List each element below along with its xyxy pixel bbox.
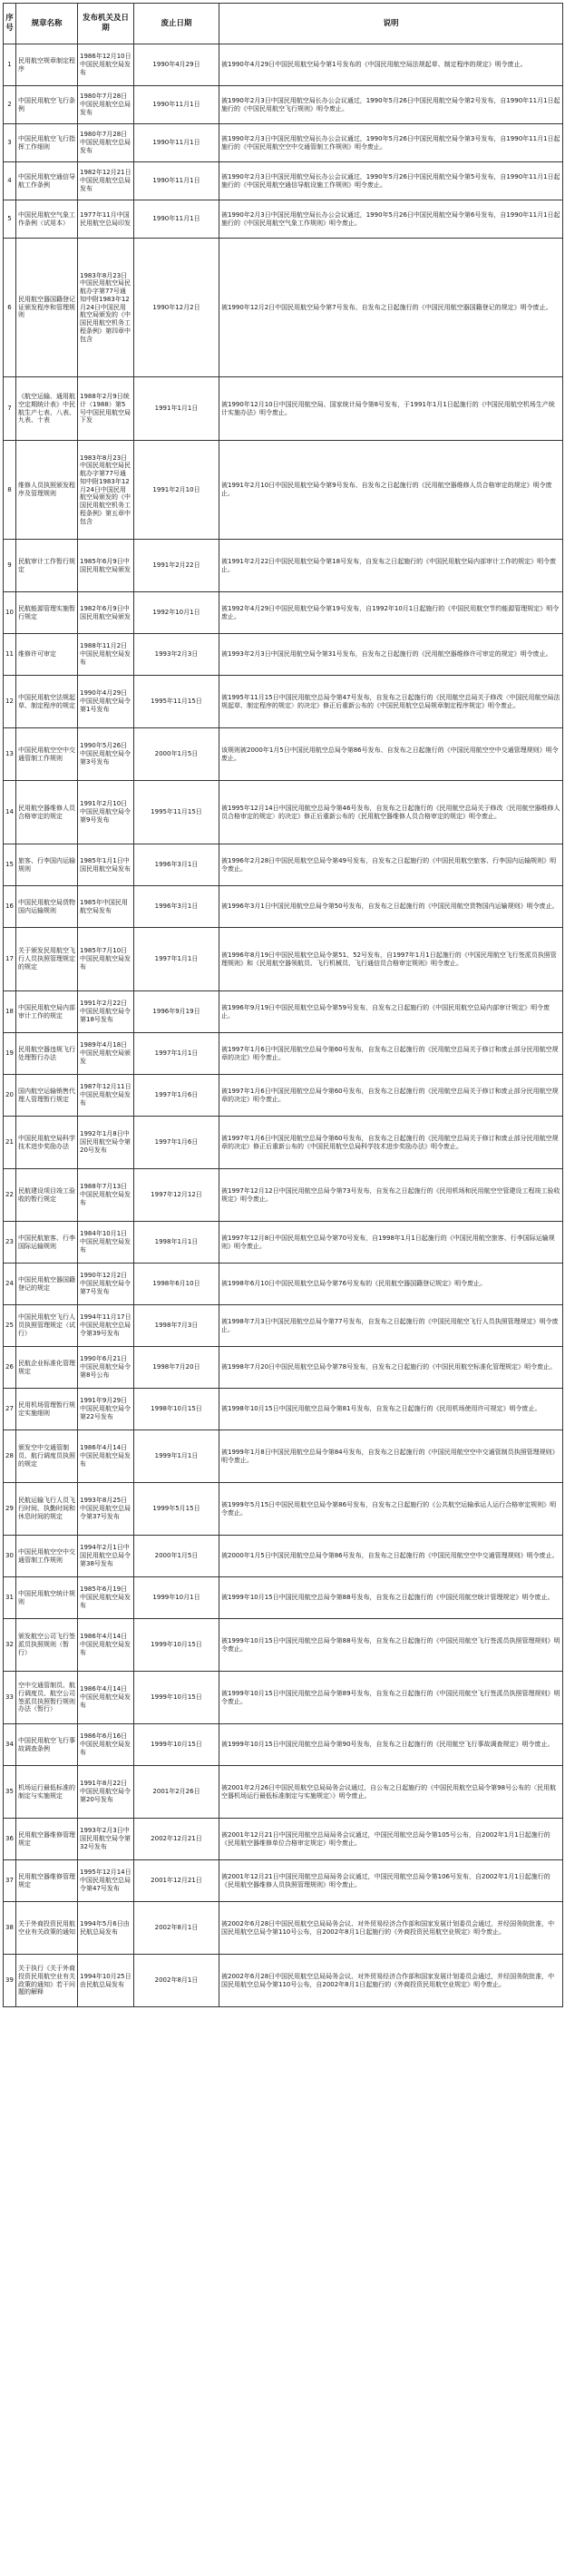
row-number: 5 <box>4 200 16 239</box>
row-number: 4 <box>4 162 16 200</box>
table-row <box>4 592 563 634</box>
row-number: 16 <box>4 886 16 928</box>
issuer-and-date: 1986年4月14日中国民用航空局发布 <box>78 1672 134 1724</box>
row-number: 17 <box>4 928 16 991</box>
abolish-date: 1995年11月15日 <box>134 676 219 728</box>
table-row <box>4 1305 563 1347</box>
table-row <box>4 441 563 540</box>
table-row <box>4 540 563 592</box>
table-row <box>4 1389 563 1430</box>
regulation-name: 维修人员执照颁发程序及管理规则 <box>16 441 78 540</box>
row-number: 39 <box>4 1955 16 2007</box>
regulation-name: 民用航空器维修管理规定 <box>16 1860 78 1902</box>
abolish-date: 1996年3月1日 <box>134 844 219 886</box>
issuer-and-date: 1994年11月17日中国民用航空总局令第39号发布 <box>78 1305 134 1347</box>
regulation-name: 民航建设项目竣工验收的暂行规定 <box>16 1169 78 1222</box>
note: 被1990年12月10日中国民用航空局、国家统计局令第8号发布，于1991年1月1日起施行的《中国民用航空机场生产统计实施办法》明令废止。 <box>219 377 563 441</box>
issuer-and-date: 1986年4月14日中国民用航空局发布 <box>78 1430 134 1483</box>
issuer-and-date: 1983年8月23日中国民用航空局民航办字第77号通知中附1983年12月24日中国民用航空局颁发的《中国民用航空机务工程条例》第四章中包含 <box>78 239 134 377</box>
regulation-name: 中国民用航空局科学技术进步奖励办法 <box>16 1117 78 1169</box>
issuer-and-date: 1994年10月25日由民航总局发布 <box>78 1955 134 2007</box>
issuer-and-date: 1986年4月14日中国民用航空局发布 <box>78 1619 134 1672</box>
table-row <box>4 991 563 1033</box>
row-number: 12 <box>4 676 16 728</box>
regulation-name: 关于外商投资民用航空业有关政策的通知 <box>16 1902 78 1955</box>
issuer-and-date: 1982年6月9日中国民用航空局颁发 <box>78 592 134 634</box>
note: 被1990年2月3日中国民用航空局长办公会议通过，1990年5月26日中国民用航空局令第6号发布，自1990年11月1日起施行的《中国民用航空气象工作规则》明令废止。 <box>219 200 563 239</box>
table-row <box>4 728 563 781</box>
issuer-and-date: 1991年2月22日中国民用航空局令第18号发布 <box>78 991 134 1033</box>
abolish-date: 1999年10月15日 <box>134 1619 219 1672</box>
regulation-name: 颁发航空公司飞行签派员执照规则（暂行） <box>16 1619 78 1672</box>
note: 被1999年10月15日中国民用航空总局令第89号发布，自发布之日起施行的《中国民用航空飞行签派员执照管理规则》明令废止。 <box>219 1672 563 1724</box>
regulation-name: 中国民用航空气象工作条例（试用本） <box>16 200 78 239</box>
issuer-and-date: 1988年2月9日统计（1988）第5号中国民用航空局下发 <box>78 377 134 441</box>
abolish-date: 1997年1月6日 <box>134 1117 219 1169</box>
table-row <box>4 200 563 239</box>
issuer-and-date: 1989年4月18日中国民用航空局颁发 <box>78 1033 134 1075</box>
note: 被1998年7月20日中国民用航空总局令第78号发布，自发布之日起施行的《中国民用航空标准化管理规定》明令废止。 <box>219 1347 563 1389</box>
abolish-date: 1990年11月1日 <box>134 86 219 124</box>
table-row <box>4 1819 563 1860</box>
note: 被1996年3月1日中国民用航空总局令第50号发布，自发布之日起施行的《中国民用航空货物国内运输规则》明令废止。 <box>219 886 563 928</box>
abolish-date: 2000年1月5日 <box>134 728 219 781</box>
row-number: 31 <box>4 1577 16 1619</box>
row-number: 2 <box>4 86 16 124</box>
abolish-date: 1990年11月1日 <box>134 162 219 200</box>
table-row <box>4 1619 563 1672</box>
table-row <box>4 928 563 991</box>
note: 被1999年10月15日中国民用航空总局令第90号发布，自发布之日起施行的《民用航空飞行事故调查规定》明令废止。 <box>219 1724 563 1766</box>
note: 被1996年2月28日中国民用航空总局令第49号发布，自发布之日起施行的《中国民用航空旅客、行李国内运输规则》明令废止。 <box>219 844 563 886</box>
row-number: 23 <box>4 1222 16 1264</box>
regulation-name: 空中交通管制员、航行调度员、航空公司签派员执照暂行规则办法（暂行） <box>16 1672 78 1724</box>
row-number: 27 <box>4 1389 16 1430</box>
regulation-name: 中国民用航空飞行事故调查条例 <box>16 1724 78 1766</box>
regulation-name: 中国民用航空统计规则 <box>16 1577 78 1619</box>
table-row <box>4 1766 563 1819</box>
note: 被1998年7月3日中国民用航空总局令第77号发布，自发布之日起施行的《中国民用航空飞行人员执照管理规定》明令废止。 <box>219 1305 563 1347</box>
issuer-and-date: 1977年11月中国民用航空总局印发 <box>78 200 134 239</box>
row-number: 8 <box>4 441 16 540</box>
note: 被2000年1月5日中国民用航空总局令第86号发布，自发布之日起施行的《中国民用航空空中交通管理规则》明令废止。 <box>219 1536 563 1577</box>
row-number: 11 <box>4 634 16 676</box>
row-number: 26 <box>4 1347 16 1389</box>
note: 被1997年1月6日中国民用航空总局令第60号发布，自发布之日起施行的《民用航空总局关于修订和废止部分民用航空规章的决定》明令废止。 <box>219 1033 563 1075</box>
issuer-and-date: 1985年6月9日中国民用航空局颁发 <box>78 540 134 592</box>
abolish-date: 1999年10月15日 <box>134 1724 219 1766</box>
row-number: 20 <box>4 1075 16 1117</box>
abolish-date: 1998年10月15日 <box>134 1389 219 1430</box>
abolish-date: 1997年1月1日 <box>134 1033 219 1075</box>
abolish-date: 2001年12月21日 <box>134 1860 219 1902</box>
issuer-and-date: 1980年7月28日中国民用航空总局发布 <box>78 124 134 162</box>
note: 被1999年10月15日中国民用航空总局令第88号发布，自发布之日起施行的《中国民用航空飞行签派员执照管理规则》明令废止。 <box>219 1619 563 1672</box>
issuer-and-date: 1995年12月14日中国民用航空总局令第47号发布 <box>78 1860 134 1902</box>
table-row <box>4 676 563 728</box>
note: 被2002年6月28日中国民用航空总局局务会议、对外贸易经济合作部和国家发展计划委员会通过，并经国务院批准，中国民用航空总局令第110号公布，自2002年8月1日起施行的《外商投资民用航空业规定》明令废止。 <box>219 1902 563 1955</box>
regulation-name: 关于执行《关于外商投资民用航空业有关政策的通知》若干问题的解释 <box>16 1955 78 2007</box>
regulation-name: 民用航空器违规飞行处理暂行办法 <box>16 1033 78 1075</box>
header-no: 序号 <box>4 4 16 44</box>
table-row <box>4 1860 563 1902</box>
issuer-and-date: 1985年1月1日中国民用航空局发布 <box>78 844 134 886</box>
regulation-name: 中国民用航空法规起草、制定程序的规定 <box>16 676 78 728</box>
row-number: 6 <box>4 239 16 377</box>
table-row <box>4 1169 563 1222</box>
note: 被1999年5月15日中国民用航空总局令第86号发布，自发布之日起施行的《公共航空运输承运人运行合格审定规则》明令废止。 <box>219 1483 563 1536</box>
note: 被1992年4月29日中国民用航空局令第19号发布，自1992年10月1日起施行的《中国民用航空节约能源管理规定》明令废止。 <box>219 592 563 634</box>
table-row <box>4 1483 563 1536</box>
abolish-date: 1998年1月1日 <box>134 1222 219 1264</box>
note: 被1998年10月15日中国民用航空总局令第81号发布，自发布之日起施行的《民用机场使用许可规定》明令废止。 <box>219 1389 563 1430</box>
issuer-and-date: 1988年11月2日中国民用航空局发布 <box>78 634 134 676</box>
row-number: 25 <box>4 1305 16 1347</box>
issuer-and-date: 1990年5月26日中国民用航空局令第3号发布 <box>78 728 134 781</box>
row-number: 24 <box>4 1264 16 1305</box>
issuer-and-date: 1987年12月11日中国民用航空局发布 <box>78 1075 134 1117</box>
issuer-and-date: 1988年7月13日中国民用航空局发布 <box>78 1169 134 1222</box>
table-row <box>4 1430 563 1483</box>
row-number: 33 <box>4 1672 16 1724</box>
row-number: 19 <box>4 1033 16 1075</box>
table-row <box>4 1347 563 1389</box>
note: 被1997年1月6日中国民用航空总局令第60号发布，自发布之日起施行的《民用航空总局关于修订和废止部分民用航空规章的决定》明令废止。 <box>219 1075 563 1117</box>
table-row <box>4 1075 563 1117</box>
issuer-and-date: 1986年12月10日中国民用航空局发布 <box>78 44 134 86</box>
regulation-name: 中国民用航空器国籍登记的规定 <box>16 1264 78 1305</box>
table-row <box>4 162 563 200</box>
regulation-name: 机场运行最低标准的制定与实施规定 <box>16 1766 78 1819</box>
table-row <box>4 844 563 886</box>
regulation-name: 民航能源管理实施暂行规定 <box>16 592 78 634</box>
issuer-and-date: 1991年9月29日中国民用航空局令第22号发布 <box>78 1389 134 1430</box>
row-number: 10 <box>4 592 16 634</box>
row-number: 13 <box>4 728 16 781</box>
regulation-name: 中国民用航空飞行指挥工作细则 <box>16 124 78 162</box>
table-row <box>4 1536 563 1577</box>
row-number: 3 <box>4 124 16 162</box>
table-row <box>4 124 563 162</box>
note: 被2002年6月28日中国民用航空总局局务会议、对外贸易经济合作部和国家发展计划委员会通过，并经国务院批准，中国民用航空总局令第110号公布，自2002年8月1日起施行的《外商投资民用航空业规定》明令废止。 <box>219 1955 563 2007</box>
table-row <box>4 1264 563 1305</box>
issuer-and-date: 1993年2月3日中国民用航空局令第32号发布 <box>78 1819 134 1860</box>
abolish-date: 1998年7月20日 <box>134 1347 219 1389</box>
regulation-name: 关于颁发民用航空飞行人员执照管理规定的规定 <box>16 928 78 991</box>
note: 被1993年2月3日中国民用航空局令第31号发布，自发布之日起施行的《民用航空器维修许可审定的规定》明令废止。 <box>219 634 563 676</box>
abolish-date: 1999年1月1日 <box>134 1430 219 1483</box>
row-number: 35 <box>4 1766 16 1819</box>
regulation-name: 中国民用航空局货物国内运输规则 <box>16 886 78 928</box>
note: 被1990年2月3日中国民用航空局长办公会议通过，1990年5月26日中国民用航空局令第5号发布，自1990年11月1日起施行的《中国民用航空通信导航设施工作规则》明令废止。 <box>219 162 563 200</box>
regulation-name: 中国民用航空飞行条例 <box>16 86 78 124</box>
abolish-date: 2002年12月21日 <box>134 1819 219 1860</box>
regulation-name: 维修许可审定 <box>16 634 78 676</box>
table-body <box>4 44 563 2007</box>
header-name: 规章名称 <box>16 4 78 44</box>
regulation-name: 国内航空运输销售代理人管理暂行规定 <box>16 1075 78 1117</box>
note: 被1990年12月2日中国民用航空局令第7号发布、自发布之日起施行的《中国民用航空器国籍登记的规定》明令废止。 <box>219 239 563 377</box>
issuer-and-date: 1980年7月28日中国民用航空总局发布 <box>78 86 134 124</box>
abolish-date: 1991年2月22日 <box>134 540 219 592</box>
regulation-name: 中国民用航空局内部审计工作的规定 <box>16 991 78 1033</box>
note: 被2001年12月21日中国民用航空总局局务会议通过，中国民用航空总局令第105号公布，自2002年1月1日起施行的《民用航空器维修单位合格审定规定》明令废止。 <box>219 1819 563 1860</box>
abolish-date: 1992年10月1日 <box>134 592 219 634</box>
note: 被1995年11月15日中国民用航空总局令第47号发布，自发布之日起施行的《民用航空总局关于修改〈中国民用航空局法规起草、制定程序的规定〉的决定》修正后重新公布的《中国民用航空总局规章制定程序规定》明令废止。 <box>219 676 563 728</box>
issuer-and-date: 1994年2月1日中国民用航空总局令第38号发布 <box>78 1536 134 1577</box>
note: 被1991年2月22日中国民用航空局令第18号发布，自发布之日起施行的《中国民用航空局内部审计工作的规定》明令废止。 <box>219 540 563 592</box>
row-number: 18 <box>4 991 16 1033</box>
issuer-and-date: 1983年8月23日中国民用航空局民航办字第77号通知中附1983年12月24日中国民用航空局颁发的《中国民用航空机务工程条例》第五章中包含 <box>78 441 134 540</box>
table-row <box>4 1577 563 1619</box>
table-row <box>4 377 563 441</box>
regulations-table <box>3 3 563 2007</box>
issuer-and-date: 1984年10月1日中国民用航空局发布 <box>78 1222 134 1264</box>
regulation-name: 《航空运输、通用航空定期统计表》中民航生产七表、八表、九表、十表 <box>16 377 78 441</box>
abolish-date: 1998年6月10日 <box>134 1264 219 1305</box>
abolish-date: 1990年12月2日 <box>134 239 219 377</box>
abolish-date: 2002年8月1日 <box>134 1955 219 2007</box>
header-row <box>4 4 563 44</box>
abolish-date: 1995年11月15日 <box>134 781 219 844</box>
note: 被1997年12月12日中国民用航空总局令第73号发布，自发布之日起施行的《民用机场和民用航空空管建设工程竣工验收规定》明令废止。 <box>219 1169 563 1222</box>
regulation-name: 中国民航旅客、行李国际运输规则 <box>16 1222 78 1264</box>
table-row <box>4 239 563 377</box>
note: 被1990年2月3日中国民用航空局长办公会议通过，1990年5月26日中国民用航空局令第2号发布，自1990年11月1日起施行的《中国民用航空飞行规则》明令废止。 <box>219 86 563 124</box>
abolish-date: 1991年2月10日 <box>134 441 219 540</box>
table-row <box>4 1033 563 1075</box>
abolish-date: 2000年1月5日 <box>134 1536 219 1577</box>
note: 被1990年4月29日中国民用航空局令第1号发布的《中国民用航空局法规起草、制定程序的规定》明令废止。 <box>219 44 563 86</box>
row-number: 34 <box>4 1724 16 1766</box>
header-abolish-date: 废止日期 <box>134 4 219 44</box>
abolish-date: 1999年10月15日 <box>134 1672 219 1724</box>
note: 被1997年12月8日中国民用航空总局令第70号发布，自1998年1月1日起施行的《中国民用航空旅客、行李国际运输规则》明令废止。 <box>219 1222 563 1264</box>
issuer-and-date: 1990年4月29日中国民用航空局令第1号发布 <box>78 676 134 728</box>
row-number: 1 <box>4 44 16 86</box>
regulation-name: 中国民用航空空中交通管制工作规则 <box>16 728 78 781</box>
regulation-name: 民用航空器国籍登记证颁发程序和管理规则 <box>16 239 78 377</box>
abolish-date: 1999年10月1日 <box>134 1577 219 1619</box>
row-number: 36 <box>4 1819 16 1860</box>
header-issuer: 发布机关及日期 <box>78 4 134 44</box>
row-number: 30 <box>4 1536 16 1577</box>
abolish-date: 1993年2月3日 <box>134 634 219 676</box>
table-row <box>4 1222 563 1264</box>
issuer-and-date: 1986年6月16日中国民用航空局发布 <box>78 1724 134 1766</box>
row-number: 29 <box>4 1483 16 1536</box>
row-number: 38 <box>4 1902 16 1955</box>
issuer-and-date: 1982年12月21日中国民用航空总局发布 <box>78 162 134 200</box>
abolish-date: 1991年1月1日 <box>134 377 219 441</box>
table-row <box>4 781 563 844</box>
note: 被1990年2月3日中国民用航空局长办公会议通过，1990年5月26日中国民用航空局令第3号发布，自1990年11月1日起施行的《中国民用航空空中交通管制工作规则》明令废止。 <box>219 124 563 162</box>
row-number: 14 <box>4 781 16 844</box>
issuer-and-date: 1992年1月8日中国民用航空局令第20号发布 <box>78 1117 134 1169</box>
note: 被1999年1月8日中国民用航空总局令第84号发布，自发布之日起施行的《中国民用航空空中交通管制员执照管理规则》明令废止。 <box>219 1430 563 1483</box>
abolish-date: 1997年12月12日 <box>134 1169 219 1222</box>
regulation-name: 民用航空器维修人员合格审定的规定 <box>16 781 78 844</box>
row-number: 32 <box>4 1619 16 1672</box>
abolish-date: 1990年4月29日 <box>134 44 219 86</box>
row-number: 21 <box>4 1117 16 1169</box>
abolish-date: 1998年7月3日 <box>134 1305 219 1347</box>
table-row <box>4 634 563 676</box>
abolish-date: 1999年5月15日 <box>134 1483 219 1536</box>
regulation-name: 中国民用航空通信导航工作条例 <box>16 162 78 200</box>
note: 该规则被2000年1月5日中国民用航空总局令第86号发布、自发布之日起施行的《中国民用航空空中交通管理规则》明令废止。 <box>219 728 563 781</box>
issuer-and-date: 1985年7月10日中国民用航空局发布 <box>78 928 134 991</box>
table-row <box>4 86 563 124</box>
table-row <box>4 1672 563 1724</box>
table-row <box>4 886 563 928</box>
note: 被1995年12月14日中国民用航空总局令第46号发布，自发布之日起施行的《民用航空总局关于修改〈民用航空器维修人员合格审定的规定〉的决定》修正后重新公布的《民用航空器维修人员合格审定的规定》明令废止。 <box>219 781 563 844</box>
note: 被2001年2月26日中国民用航空总局局务会议通过，自公布之日起施行的《中国民用航空总局令第98号公布的〈民用航空器机场运行最低标准制定与实施规定〉》明令废止。 <box>219 1766 563 1819</box>
regulation-name: 民用航空器维修管理规定 <box>16 1819 78 1860</box>
regulation-name: 民用航空规章制定程序 <box>16 44 78 86</box>
table-row <box>4 1117 563 1169</box>
note: 被1996年9月19日中国民用航空总局令第59号发布，自发布之日起施行的《中国民用航空总局内部审计规定》明令废止。 <box>219 991 563 1033</box>
table-row <box>4 44 563 86</box>
note: 被2001年12月21日中国民用航空总局局务会议通过，中国民用航空总局令第106号发布，自2002年1月1日起施行的《民用航空器维修人员执照管理规则》明令废止。 <box>219 1860 563 1902</box>
note: 被1999年10月15日中国民用航空总局令第88号发布，自发布之日起施行的《中国民用航空统计管理规定》明令废止。 <box>219 1577 563 1619</box>
abolish-date: 1997年1月6日 <box>134 1075 219 1117</box>
abolish-date: 1996年9月19日 <box>134 991 219 1033</box>
row-number: 7 <box>4 377 16 441</box>
issuer-and-date: 1991年8月22日中国民用航空局令第20号发布 <box>78 1766 134 1819</box>
regulation-name: 民航审计工作暂行规定 <box>16 540 78 592</box>
regulation-name: 旅客、行李国内运输规则 <box>16 844 78 886</box>
abolish-date: 1990年11月1日 <box>134 200 219 239</box>
note: 被1991年2月10日中国民用航空局令第9号发布、自发布之日起施行的《民用航空器维修人员合格审定的规定》明令废止。 <box>219 441 563 540</box>
issuer-and-date: 1985年6月19日中国民用航空局发布 <box>78 1577 134 1619</box>
regulation-name: 中国民用航空空中交通管制工作规则 <box>16 1536 78 1577</box>
abolish-date: 2001年2月26日 <box>134 1766 219 1819</box>
row-number: 37 <box>4 1860 16 1902</box>
header-note: 说明 <box>219 4 563 44</box>
table-row <box>4 1724 563 1766</box>
regulation-name: 颁发空中交通管制员、航行调度员执照的规定 <box>16 1430 78 1483</box>
row-number: 22 <box>4 1169 16 1222</box>
issuer-and-date: 1991年2月10日中国民用航空局令第9号发布 <box>78 781 134 844</box>
row-number: 9 <box>4 540 16 592</box>
table-row <box>4 1955 563 2007</box>
regulation-name: 民航运输飞行人员飞行时间、执勤时间和休息时间的规定 <box>16 1483 78 1536</box>
abolish-date: 1997年1月1日 <box>134 928 219 991</box>
issuer-and-date: 1994年5月6日由民航总局发布 <box>78 1902 134 1955</box>
table-row <box>4 1902 563 1955</box>
issuer-and-date: 1993年8月25日中国民用航空总局令第37号发布 <box>78 1483 134 1536</box>
note: 被1996年8月19日中国民用航空总局令第51、52号发布，自1997年1月1日起施行的《中国民用航空飞行签派员执照管理规则》和《民用航空器领航员、飞行机械员、飞行通信员合格审定规则》明令废止。 <box>219 928 563 991</box>
abolish-date: 1990年11月1日 <box>134 124 219 162</box>
note: 被1998年6月10日中国民用航空总局令第76号发布的《民用航空器国籍登记规定》明令废止。 <box>219 1264 563 1305</box>
row-number: 28 <box>4 1430 16 1483</box>
abolish-date: 2002年8月1日 <box>134 1902 219 1955</box>
regulation-name: 民航企业标准化管理规定 <box>16 1347 78 1389</box>
note: 被1997年1月6日中国民用航空总局令第60号发布，自发布之日起施行的《民用航空总局关于修订和废止部分民用航空规章的决定》修正后重新公布的《中国民用航空总局科学技术进步奖励办法》明令废止。 <box>219 1117 563 1169</box>
issuer-and-date: 1990年12月2日中国民用航空局令第7号发布 <box>78 1264 134 1305</box>
abolish-date: 1996年3月1日 <box>134 886 219 928</box>
issuer-and-date: 1985年中国民用航空局发布 <box>78 886 134 928</box>
issuer-and-date: 1990年6月21日中国民用航空局令第8号公布 <box>78 1347 134 1389</box>
regulation-name: 中国民用航空飞行人员执照管理规定（试行） <box>16 1305 78 1347</box>
regulation-name: 民用机场管理暂行规定实施细则 <box>16 1389 78 1430</box>
row-number: 15 <box>4 844 16 886</box>
